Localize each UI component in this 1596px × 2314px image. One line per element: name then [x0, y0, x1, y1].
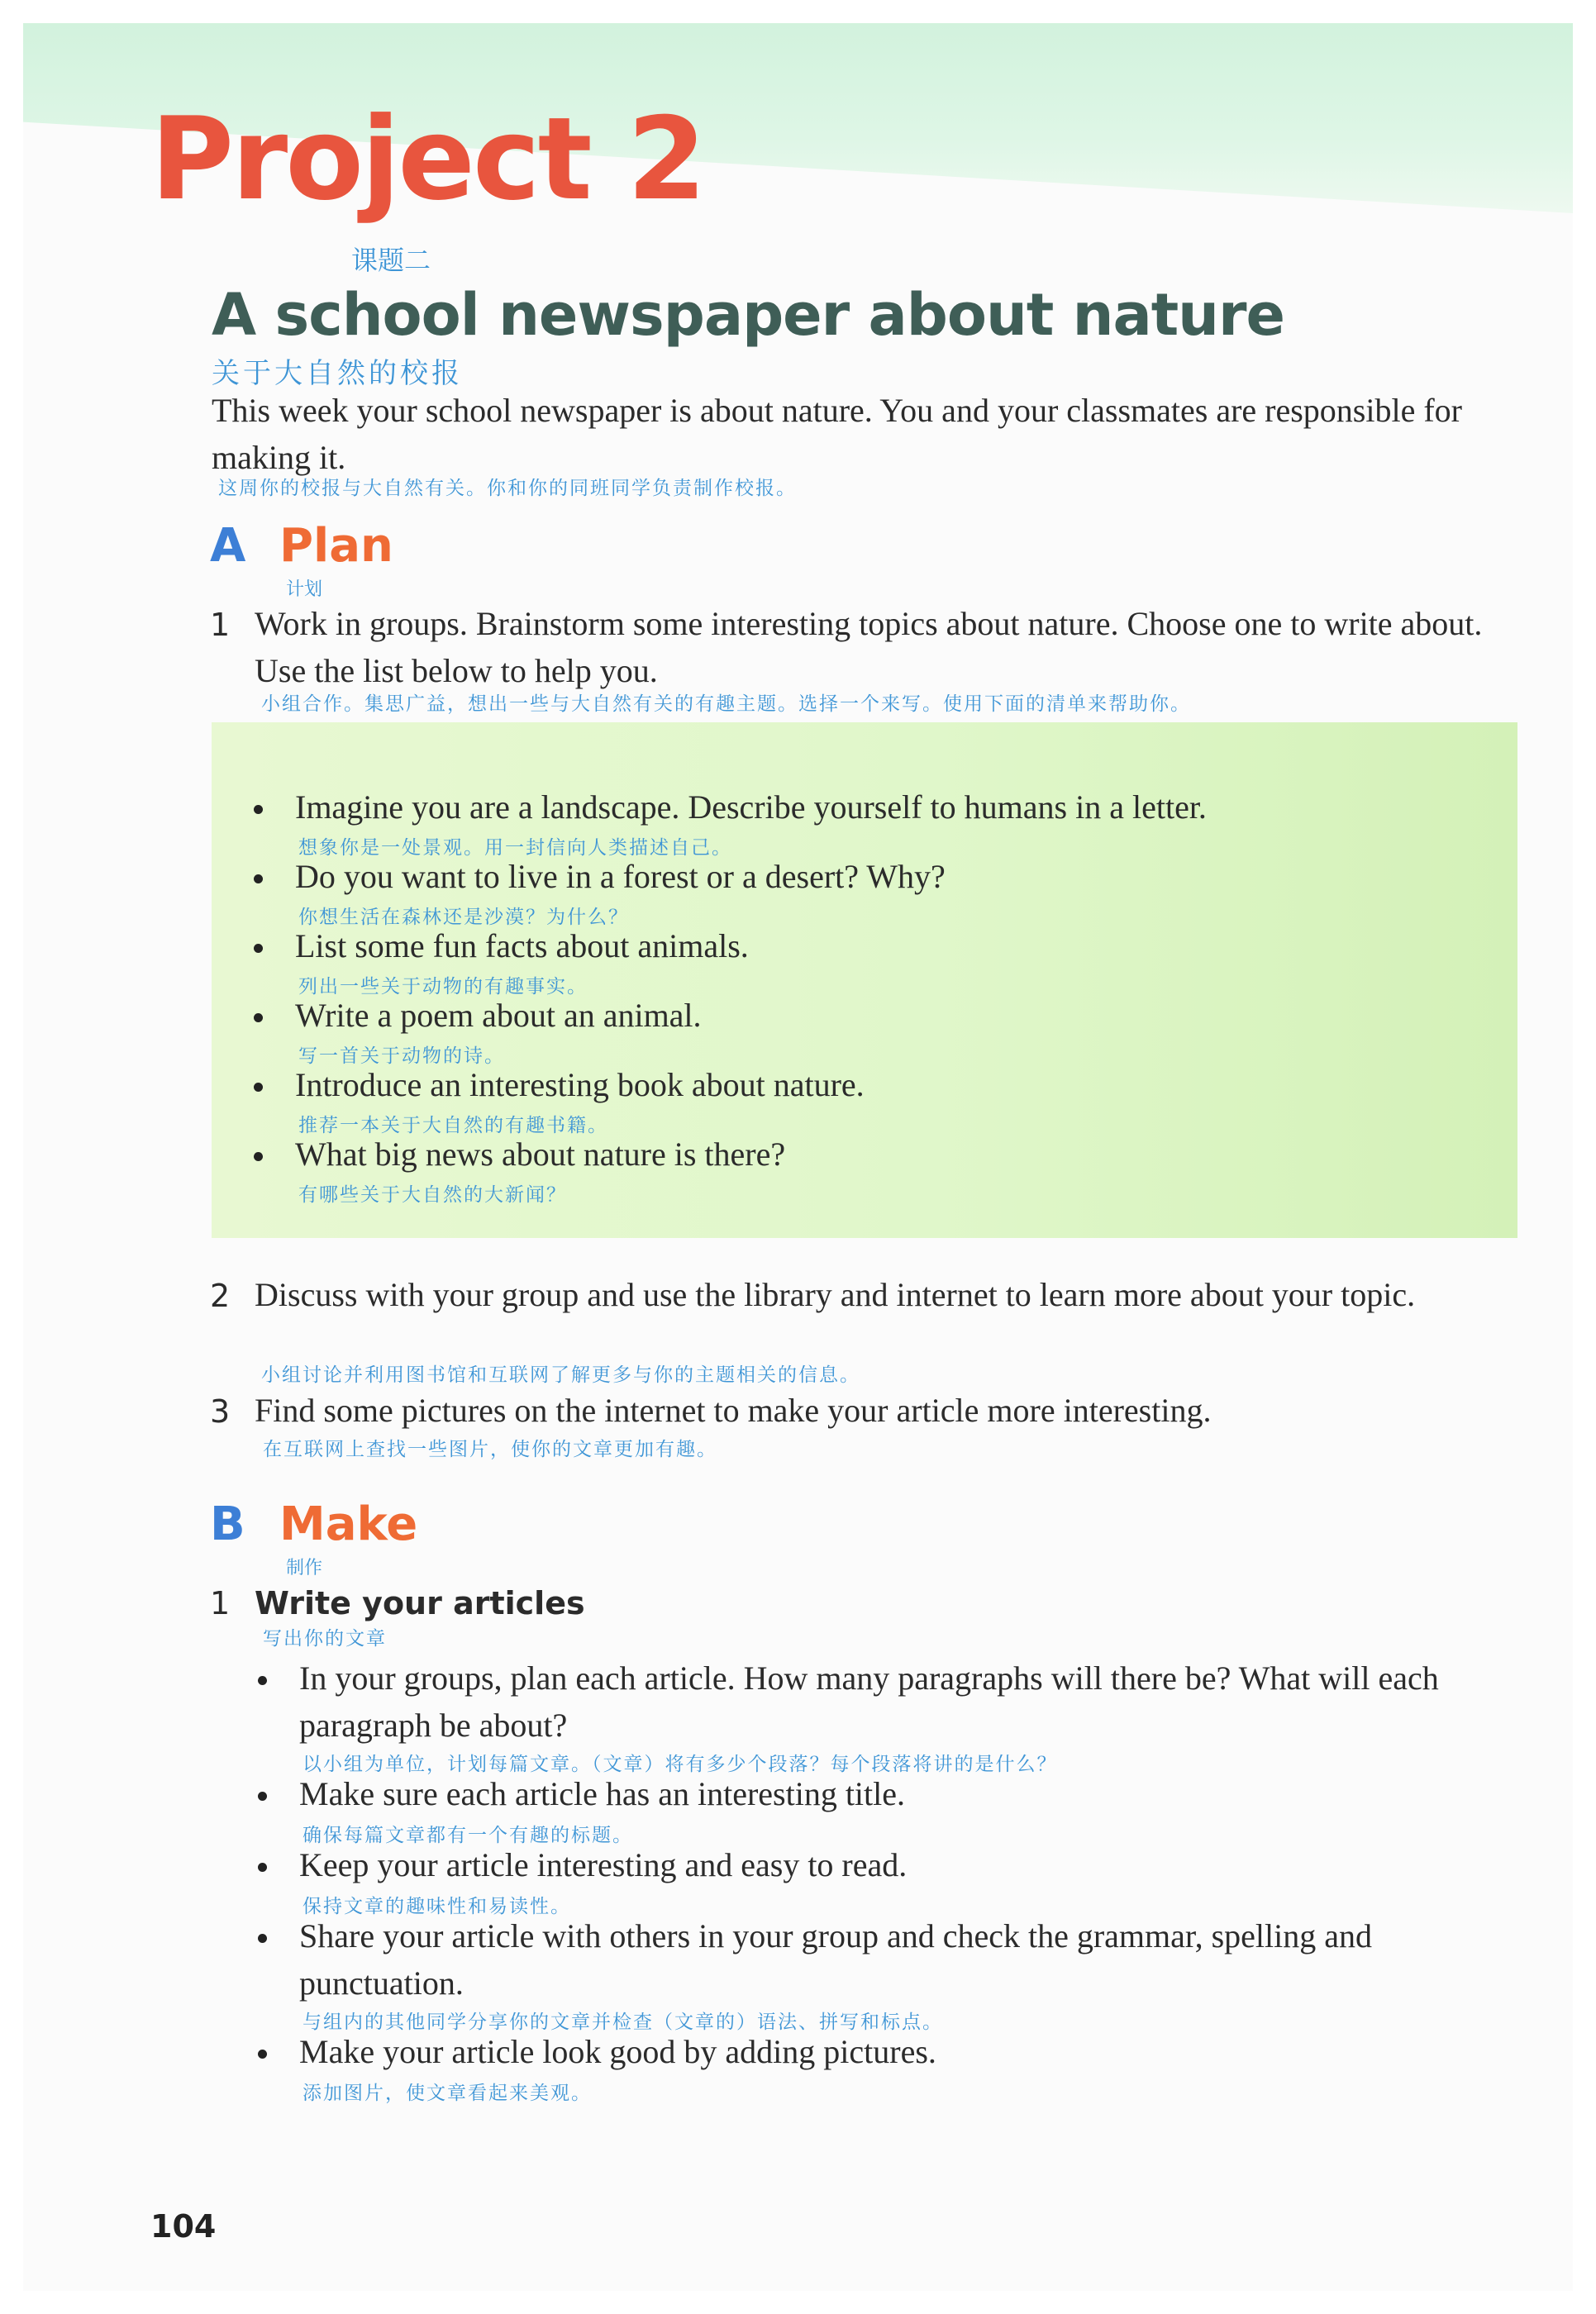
list-item: Share your article with others in your group and check the grammar, spelling and punctuation.	[299, 1917, 1373, 2002]
list-item-cn: 想象你是一处景观。用一封信向人类描述自己。	[298, 837, 732, 859]
make-step-1-title: Write your articles	[255, 1585, 585, 1621]
intro-text: This week your school newspaper is about nature. You and your classmates are responsible for making it.	[212, 392, 1462, 476]
bullet-icon	[254, 944, 263, 953]
bullet-icon	[254, 874, 263, 883]
list-item: Imagine you are a landscape. Describe yourself to humans in a letter.	[295, 788, 1207, 826]
topic-title-cn: 关于大自然的校报	[212, 357, 463, 390]
bullet-icon	[258, 1863, 267, 1872]
section-b-letter: B	[210, 1497, 245, 1551]
list-item: Do you want to live in a forest or a desert? Why?	[295, 858, 946, 895]
list-item-cn: 推荐一本关于大自然的有趣书籍。	[298, 1115, 608, 1136]
bullet-icon	[254, 1083, 263, 1092]
list-item: Keep your article interesting and easy to read.	[299, 1846, 908, 1883]
list-item: Make your article look good by adding pictures.	[299, 2033, 936, 2070]
list-item-cn: 与组内的其他同学分享你的文章并检查（文章的）语法、拼写和标点。	[303, 2012, 943, 2033]
list-item-cn: 添加图片，使文章看起来美观。	[303, 2083, 592, 2104]
list-item: Write a poem about an animal.	[295, 997, 702, 1034]
page-number: 104	[150, 2208, 217, 2245]
plan-step-3-cn: 在互联网上查找一些图片，使你的文章更加有趣。	[263, 1439, 717, 1460]
list-item-cn: 保持文章的趣味性和易读性。	[303, 1896, 571, 1917]
bullet-icon	[254, 1013, 263, 1022]
list-item: What big news about nature is there?	[295, 1136, 786, 1173]
step-number: 3	[210, 1393, 231, 1430]
list-item-cn: 列出一些关于动物的有趣事实。	[298, 976, 588, 997]
list-item: Make sure each article has an interesting title.	[299, 1775, 906, 1812]
bullet-icon	[258, 1934, 267, 1943]
plan-step-2-text: Discuss with your group and use the library and internet to learn more about your topic.	[255, 1276, 1416, 1313]
list-item-cn: 有哪些关于大自然的大新闻？	[298, 1184, 567, 1206]
list-item: In your groups, plan each article. How many paragraphs will there be? What will each paragraph be about?	[299, 1659, 1439, 1744]
make-step-1-cn: 写出你的文章	[263, 1628, 387, 1650]
bullet-icon	[254, 805, 263, 814]
step-number: 1	[210, 1585, 231, 1621]
project-title-cn: 课题二	[351, 245, 431, 276]
topic-title: A school newspaper about nature	[212, 281, 1285, 349]
list-item: List some fun facts about animals.	[295, 927, 749, 964]
section-a-letter: A	[210, 519, 246, 573]
list-item-cn: 以小组为单位，计划每篇文章。（文章）将有多少个段落？每个段落将讲的是什么？	[303, 1754, 1058, 1775]
section-a-title: Plan	[279, 519, 393, 573]
section-a-title-cn: 计划	[286, 579, 323, 600]
bullet-icon	[254, 1152, 263, 1161]
plan-step-1-text: Work in groups. Brainstorm some interesting topics about nature. Choose one to write about. Use the list below to help you.	[255, 605, 1483, 689]
step-number: 1	[210, 607, 231, 643]
plan-step-3-text: Find some pictures on the internet to make your article more interesting.	[255, 1392, 1212, 1429]
plan-step-2-cn: 小组讨论并利用图书馆和互联网了解更多与你的主题相关的信息。	[261, 1364, 860, 1386]
textbook-page	[23, 23, 1573, 2291]
list-item-cn: 确保每篇文章都有一个有趣的标题。	[303, 1825, 633, 1846]
project-title: Project 2	[150, 93, 704, 226]
list-item: Introduce an interesting book about nature.	[295, 1066, 865, 1103]
section-b-title: Make	[279, 1497, 418, 1551]
bullet-icon	[258, 2050, 267, 2059]
intro-cn: 这周你的校报与大自然有关。你和你的同班同学负责制作校报。	[218, 478, 797, 499]
section-b-title-cn: 制作	[286, 1558, 323, 1578]
list-item-cn: 你想生活在森林还是沙漠？为什么？	[298, 907, 629, 928]
step-number: 2	[210, 1278, 231, 1314]
list-item-cn: 写一首关于动物的诗。	[298, 1045, 505, 1067]
bullet-icon	[258, 1792, 267, 1801]
bullet-icon	[258, 1676, 267, 1685]
plan-step-1-cn: 小组合作。集思广益，想出一些与大自然有关的有趣主题。选择一个来写。使用下面的清单来帮助你。	[261, 693, 1191, 715]
